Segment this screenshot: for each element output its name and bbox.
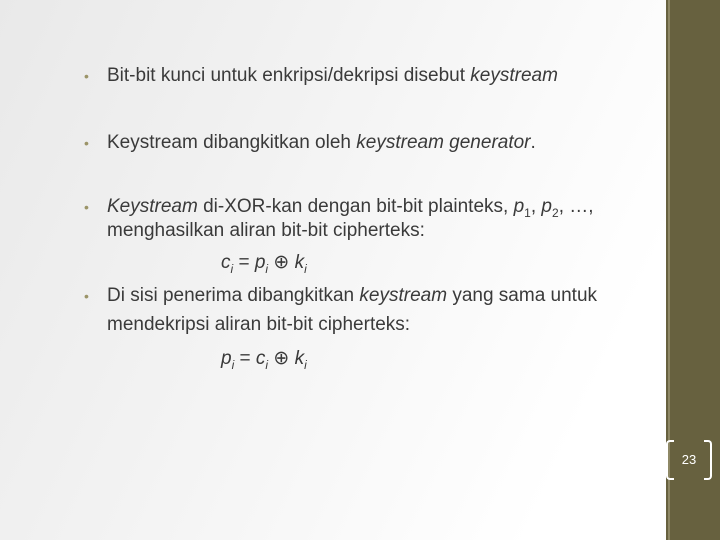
bullet-text: Keystream di-XOR-kan dengan bit-bit plainteks, $p_1$, $p_2$, …,	[107, 196, 594, 220]
bullet-marker: •	[84, 135, 89, 151]
xor-symbol: ⊕	[268, 348, 295, 369]
slide-content	[84, 0, 684, 540]
bullet-text-line2: mendekripsi aliran bit-bit cipherteks:	[107, 314, 411, 335]
bullet-text: Keystream dibangkitkan oleh keystream generator.	[107, 132, 536, 153]
page-number: 23	[681, 452, 697, 467]
bullet-marker: •	[84, 199, 89, 215]
bullet-text: Di sisi penerima dibangkitkan keystream yang sama untuk	[107, 285, 598, 306]
encryption-equation: $c_i = p_i$ ⊕ $k_i$	[221, 252, 307, 276]
xor-symbol: ⊕	[268, 252, 295, 273]
decryption-equation: $p_i = c_i$ ⊕ $k_i$	[221, 348, 307, 372]
bullet-text: Bit-bit kunci untuk enkripsi/dekripsi disebut keystream	[107, 65, 558, 86]
page-number-box	[666, 440, 712, 480]
bullet-marker: •	[84, 288, 89, 304]
bullet-marker: •	[84, 68, 89, 84]
bullet-text-line2: menghasilkan aliran bit-bit cipherteks:	[107, 220, 425, 241]
